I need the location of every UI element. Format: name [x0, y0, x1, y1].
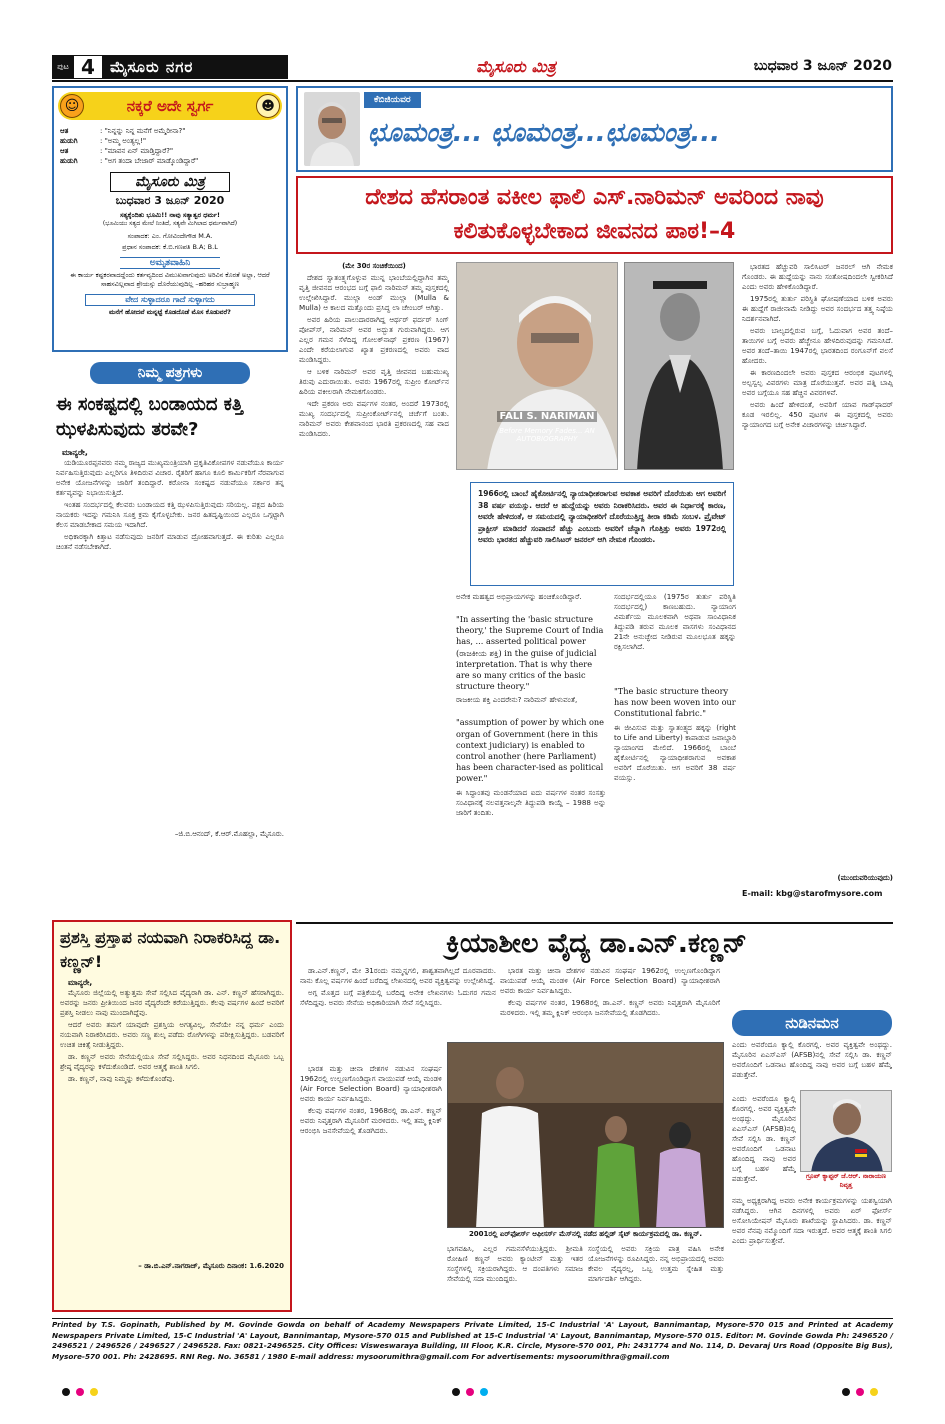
- book-title: FALI S. NARIMAN: [497, 411, 597, 422]
- smiley-icon: ☺: [60, 94, 84, 118]
- column-headline-box: [296, 176, 893, 254]
- footer-rule: [52, 1318, 893, 1319]
- joke-line: ಹುಡುಗಿ : "ಅಗ ತಂದಾ ಬೇಜಾರ್ ಮಾಡ್ಕೊಂಡಿದ್ದಾರೆ": [60, 157, 199, 165]
- registration-dot-icon: [452, 1388, 460, 1396]
- section-divider: [296, 922, 893, 924]
- kannan-photo-caption: 2001ರಲ್ಲಿ ಏರ್‌ಫೋರ್ಸ್ ಆಫೀಸರ್ಸ್ ಮೆಸ್‌ನಲ್ಲಿ ನಡೆದ ಹಲ್ಲಿಡ್ ಸೈಟ್ ಕಾರ್ಯಕ್ರಮದಲ್ಲಿ ಡಾ. ಕಣ್ಣನ್.: [468, 1230, 703, 1238]
- section-header-block: [52, 55, 288, 79]
- registration-dot-icon: [62, 1388, 70, 1396]
- registration-dot-icon: [466, 1388, 474, 1396]
- column-col4-text: ಭಾರತದ ಹೆಚ್ಚುವರಿ ಸಾಲಿಸಿಟರ್ ಜನರಲ್ ಆಗಿ ನೇಮಕ ಗೊಂಡರು. ಈ ಹುದ್ದೆಯನ್ನು ನಾನು ಸಂತೋಷದಿಂದಲೇ ಸ್ವೀಕರಿಸಿದೆ ಎಂದು ಅವರು ಹೇಳಿಕೊಂಡಿದ್ದಾರೆ. 1975ರಲ್ಲಿ ತುರ್ತು ಪರಿಸ್ಥಿತಿ ಘೋಷಣೆಯಾದ ಬಳಿಕ ಅವರು ಈ ಹುದ್ದೆಗೆ ರಾಜೀನಾಮೆ ನೀಡಿದ್ದು ಅವರ ಸಂದರ್ಭದ ತತ್ತ್ವ ನಿಷ್ಠೆಯ ನಿದರ್ಶನವಾಗಿದೆ. ಅವರು ಬಾಲ್ಯದಲ್ಲಿರುವ ಬಗ್ಗೆ, ಓದುವಾಗ ಅವರ ತಂದೆ–ತಾಯಿಗಳ ಬಗ್ಗೆ ಅವರು ಹೆಚ್ಚೇನೂ ಹೇಳದಿರುವುದನ್ನು ಗಮನಿಸಿದೆ. ಅವರ ತಂದೆ–ತಾಯಿ 1947ರಲ್ಲಿ ಭಾರತದಿಂದ ರಂಗೂನ್‌ಗೆ ವಲಸೆ ಹೋದರು. ಈ ಕಾರಣದಿಂದಲೇ ಅವರು ಪುಸ್ತಕದ ಆರಂಭಿಕ ಪುಟಗಳಲ್ಲಿ ಅಲ್ಪಸ್ವಲ್ಪ ವಿವರಗಳು ಮಾತ್ರ ದೊರೆಯುತ್ತವೆ. ಅವರ ಪತ್ನಿ ಬಾಪ್ಸಿ ಅವರ ಬಗ್ಗೆಯೂ ಸಹ ಹೆಚ್ಚಿನ ವಿವರಗಳಿವೆ. ಅವರು ಹಿಂದೆ ಹೇಳಿದಂತೆ, ಅವರಿಗೆ ಯಾವ ಗಾಡ್‌ಫಾದರ್ ಕೂಡ ಇರಲಿಲ್ಲ. 450 ಪುಟಗಳ ಈ ಪುಸ್ತಕದಲ್ಲಿ ಅವರು ನ್ಯಾಯಾಂಗದ ಬಗ್ಗೆ ಅನೇಕ ವಿಚಾರಗಳನ್ನು ಚರ್ಚಿಸಿದ್ದಾರೆ.: [742, 262, 893, 429]
- young-nariman-photo: [624, 262, 734, 470]
- author-photo: [800, 1090, 892, 1172]
- mitra-date: ಬುಧವಾರ 3 ಜೂನ್ 2020: [115, 194, 225, 207]
- event-photo-icon: [448, 1043, 724, 1228]
- letters-banner: [90, 362, 250, 384]
- mitra-assoc-editor: ಪ್ರಧಾನ ಸಂಪಾದಕ: ಕೆ.ಬಿ.ಗಣಪತಿ B.A; B.L: [122, 243, 218, 251]
- registration-dot-icon: [842, 1388, 850, 1396]
- amrutavahini-title: ಅಮೃತವಾಹಿನಿ: [120, 257, 220, 269]
- kannan-below-photo-2: ಸಂಸ್ಥೆಯಲ್ಲಿ ಅವರು ಸಕ್ರಿಯ ಪಾತ್ರ ವಹಿಸಿ ಅನೇಕ ಯೋಜನೆಗಳನ್ನು ರೂಪಿಸಿದ್ದರು. ನನ್ನ ಅಭಿಪ್ರಾಯದಲ್ಲಿ ಅವರು ಕೇವಲ ವೈದ್ಯರಲ್ಲ, ಒಬ್ಬ ಉತ್ತಮ ಸ್ನೇಹಿತ ಮತ್ತು ಮಾರ್ಗದರ್ಶಿ ಆಗಿದ್ದರು.: [588, 1244, 724, 1283]
- kannan-col1b-text: ಭಾರತ ಮತ್ತು ಚೀನಾ ದೇಶಗಳ ನಡುವಿನ ಸಂಘರ್ಷ 1962ರಲ್ಲಿ ಉಲ್ಬಣಗೊಂಡಿದ್ದಾಗ ವಾಯುಪಡೆ ಆಯ್ಕೆ ಮಂಡಳಿ (Air Force Selection Board) ನ್ಯಾಯಾಧೀಶರಾಗಿ ಅವರು ಕಾರ್ಯ ನಿರ್ವಹಿಸಿದ್ದರು. ಕೆಲವು ವರ್ಷಗಳ ನಂತರ, 1968ರಲ್ಲಿ ಡಾ.ಎನ್. ಕಣ್ಣನ್ ಅವರು ನಿವೃತ್ತರಾಗಿ ಮೈಸೂರಿಗೆ ಮರಳಿದರು. ಇಲ್ಲಿ ತಮ್ಮ ಕ್ಲಿನಿಕ್ ಆರಂಭಿಸಿ ಜನಸೇವೆಯಲ್ಲಿ ತೊಡಗಿದರು.: [500, 966, 720, 1017]
- nudinamana-text-2: ನಮ್ಮ ಅಧ್ಯಕ್ಷರಾಗಿದ್ದ ಅವರು ಅನೇಕ ಕಾರ್ಯಕ್ರಮಗಳನ್ನು ಯಶಸ್ವಿಯಾಗಿ ನಡೆಸಿದ್ದರು. ಆಗಿನ ದಿನಗಳಲ್ಲಿ ಅವರು ಏರ್ ಫೋರ್ಸ್ ಅಸೋಸಿಯೇಷನ್ ಮೈಸೂರು ಶಾಖೆಯನ್ನು ಸ್ಥಾಪಿಸಿದರು. ಡಾ. ಕಣ್ಣನ್ ಅವರ ನೆನಪು ನಮ್ಮೊಂದಿಗೆ ಸದಾ ಇರುತ್ತದೆ. ಅವರ ಆತ್ಮಕ್ಕೆ ಶಾಂತಿ ಸಿಗಲಿ ಎಂದು ಪ್ರಾರ್ಥಿಸುತ್ತೇವೆ.: [732, 1196, 892, 1245]
- nudinamana-text-side: ಎಂದು ಅವರೆಂದೂ ಕ್ಯಾಲ್ಲಿ ಕೊರಗಲ್ಲಿ. ಅವರ ವ್ಯಕ್ತಿತ್ವವೇ ಅಂಥದ್ದು. ಮೈಸೂರಿನ ಏಎಸ್‌ಎಸ್ (AFSB)ನಲ್ಲಿ ಸೇವೆ ಸಲ್ಲಿಸಿ ಡಾ. ಕಣ್ಣನ್ ಅವರೊಂದಿಗೆ ಒಡನಾಟ ಹೊಂದಿದ್ದ ನಾವು ಅವರ ಬಗ್ಗೆ ಬಹಳ ಹೆಮ್ಮೆ ಪಡುತ್ತೇವೆ.: [732, 1094, 796, 1183]
- column-col4: [742, 262, 893, 916]
- letters-section: [52, 362, 288, 890]
- kannan-col1-text: ಡಾ.ಎನ್.ಕಣ್ಣನ್, ಮೇ 31ರಂದು ನಮ್ಮನ್ನಗಲಿ, ಶಾಶ್ವತವಾಗಿಲ್ಲದೆ ದೂರವಾದರು. ನಾನು ಕೊಲ್ಲ ವರ್ಷಗಳ ಹಿಂದೆ ಬರೆದಿದ್ದ ಲೇಖನದಲ್ಲಿ ಅವರ ವ್ಯಕ್ತಿತ್ವವನ್ನು ಉಲ್ಲೇಖಿಸಿದ್ದೆ. ಅಗ್ಗ ಮೊತ್ತದ ಬಗ್ಗೆ ಪತ್ರಿಕೆಯಲ್ಲಿ ಬರೆದಿದ್ದ ಅನೇಕ ಲೇಖನಗಳು ಓದುಗರ ಗಮನ ಸೆಳೆದಿದ್ದವು. ಅವರು ಸೇನೆಯ ಅಧಿಕಾರಿಯಾಗಿ ಸೇವೆ ಸಲ್ಲಿಸಿದ್ದರು.: [300, 966, 496, 1007]
- nudinamana-label: ನುಡಿನಮನ: [732, 1010, 892, 1036]
- kannan-headline: ಕ್ರಿಯಾಶೀಲ ವೈದ್ಯ ಡಾ.ಎನ್.ಕಣ್ಣನ್: [446, 928, 747, 959]
- column-title: ಛೂಮಂತ್ರ... ಛೂಮಂತ್ರ...ಛೂಮಂತ್ರ...: [368, 118, 720, 148]
- nariman-book-photo: [456, 262, 618, 470]
- columnist-byline: ಕೆಬಿಜಿಯವರ: [364, 92, 421, 108]
- joke-box: [52, 86, 288, 352]
- masthead-small: ಮೈಸೂರು ಮಿತ್ರ: [476, 57, 556, 76]
- column-col2-intro: ಅನೇಕ ಮಹತ್ವದ ಅಭಿಪ್ರಾಯಗಳನ್ನು ಹಂಚಿಕೊಂಡಿದ್ದಾರೆ.: [456, 592, 582, 601]
- column-col1: [299, 262, 449, 740]
- header-date: ಬುಧವಾರ 3 ಜೂನ್ 2020: [753, 58, 892, 74]
- letters-banner-text: ನಿಮ್ಮ ಪತ್ರಗಳು: [137, 365, 203, 381]
- letters-headline: ಈ ಸಂಕಷ್ಟದಲ್ಲಿ ಬಂಡಾಯದ ಕತ್ತಿ ಝಳಪಿಸುವುದು ತರವೇ?: [56, 394, 243, 440]
- section-name: ಮೈಸೂರು ನಗರ: [110, 58, 194, 76]
- page-number: 4: [74, 56, 102, 78]
- registration-dot-icon: [480, 1388, 488, 1396]
- graduate-photo-icon: [625, 263, 734, 470]
- letters-salutation: ಮಾನ್ಯರೇ,: [62, 448, 88, 457]
- joke-title: ನಕ್ಕರೆ ಅದೇ ಸ್ವರ್ಗ: [126, 97, 214, 115]
- header-rule: [52, 80, 893, 82]
- column-photo-caption: 1966ರಲ್ಲಿ ಬಾಂಬೆ ಹೈಕೋರ್ಟಿನಲ್ಲಿ ನ್ಯಾಯಾಧೀಶರಾಗುವ ಅವಕಾಶ ಅವರಿಗೆ ದೊರೆಯಿತು ಆಗ ಅವರಿಗೆ 38 ವರ್ಷ ವಯಸ್ಸು. ಆದರೆ ಆ ಹುದ್ದೆಯನ್ನು ಅವರು ನಿರಾಕರಿಸಿದರು. ಅವರ ಈ ನಿರ್ಧಾರಕ್ಕೆ ಕಾರಣ, ಅವರೇ ಹೇಳಿದಂತೆ, ಆ ಸಮಯದಲ್ಲಿ ನ್ಯಾಯಾಧೀಶರಿಗೆ ದೊರೆಯುತ್ತಿದ್ದ ತೀರಾ ಕಡಿಮೆ ಸಂಬಳ. ಪ್ರೈವೇಟ್ ಪ್ರಾಕ್ಟೀಸ್ ಮಾಡಿದರೆ ಸಂಪಾದನೆ ಹೆಚ್ಚು ಎಂಬುದು ಅವರಿಗೆ ಚೆನ್ನಾಗಿ ಗೊತ್ತಿತ್ತು ಅವರು 1972ರಲ್ಲಿ ಅವರು ಭಾರತದ ಹೆಚ್ಚುವರಿ ಸಾಲಿಸಿಟರ್ ಜನರಲ್ ಆಗಿ ನೇಮಕ ಗೊಂಡರು.: [470, 482, 734, 586]
- praise-salutation: ಮಾನ್ಯರೇ,: [68, 978, 93, 987]
- nudinamana-text-1: ಎಂದು ಅವರೆಂದೂ ಕ್ಯಾಲ್ಲಿ ಕೊರಗಲ್ಲಿ. ಅವರ ವ್ಯಕ್ತಿತ್ವವೇ ಅಂಥದ್ದು. ಮೈಸೂರಿನ ಏಎಸ್‌ಎಸ್ (AFSB)ನಲ್ಲಿ ಸೇವೆ ಸಲ್ಲಿಸಿ ಡಾ. ಕಣ್ಣನ್ ಅವರೊಂದಿಗೆ ಒಡನಾಟ ಹೊಂದಿದ್ದ ನಾವು ಅವರ ಬಗ್ಗೆ ಬಹಳ ಹೆಮ್ಮೆ ಪಡುತ್ತೇವೆ.: [732, 1040, 892, 1079]
- imprint: Printed by T.S. Gopinath, Published by M. Govinde Gowda on behalf of Academy Newspapers Private Limited, 15-C Industrial 'A' Layout, Bannimantap, Mysore-570 015 and Printed at Academy Newspapers Private Limited, 15-C Industrial 'A' Layout, Bannimantap, Mysore-570 015 and Published at 15-C Industrial 'A' Layout, Bannimantap, Mysore-570 015. Editor: M. Govinde Gowda Ph: 2496520 / 2496521 / 2496526 / 2496527 / 2496528. Fax: 0821-2496525. City Offices: Visweswaraya Building, III Floor, K.R. Circle, Mysore-570 001, Ph: 2431774 and No. 114, D. Devaraj Urs Road (Opposite Big Bus), Mysore-570 001. Ph: 2428695. RNI Reg. No. 36581 / 1980 E-mail address: mysoorumithra@gmail.com For advertisements: mysoorumithra@gmail.com: [52, 1320, 893, 1361]
- praise-signature: – ಡಾ.ಬಿ.ಎನ್.ನಾಗರಾಜ್, ಮೈಸೂರು ದಿನಾಂಕ: 1.6.2020: [138, 1262, 284, 1270]
- column-col2-mid: ರಾಜಕೀಯ ಶಕ್ತಿ ಎಂದರೇನು? ನಾರಿಮನ್ ಹೇಳುವಂತೆ,: [456, 695, 578, 705]
- letters-body: ಯಡಿಯೂರಪ್ಪನವರು ನಮ್ಮ ರಾಜ್ಯದ ಮುಖ್ಯಮಂತ್ರಿಯಾಗಿ ಪ್ರಕೃತಿವಿಕೋಪಗಳ ನಡುವೆಯೂ ಕಾರ್ಯ ನಿರ್ವಹಿಸುತ್ತಿರುವುದು ಎಲ್ಲರಿಗೂ ತಿಳಿದಿರುವ ವಿಚಾರ. ರೈತರಿಗೆ ಹಾಗೂ ಕೂಲಿ ಕಾರ್ಮಿಕರಿಗೆ ನೆರವಾಗುವ ಅನೇಕ ಯೋಜನೆಗಳನ್ನು ಜಾರಿಗೆ ತಂದಿದ್ದಾರೆ. ಕರೋನಾ ಸಂಕಷ್ಟದ ನಡುವೆಯೂ ಸರ್ಕಾರ ತನ್ನ ಕರ್ತವ್ಯವನ್ನು ನಿಭಾಯಿಸುತ್ತಿದೆ. ಇಂತಹ ಸಂದರ್ಭದಲ್ಲಿ ಕೆಲವರು ಬಂಡಾಯದ ಕತ್ತಿ ಝಳಪಿಸುತ್ತಿರುವುದು ಸರಿಯಲ್ಲ. ಪಕ್ಷದ ಹಿರಿಯ ನಾಯಕರು ಇದನ್ನು ಗಮನಿಸಿ ಸೂಕ್ತ ಕ್ರಮ ಕೈಗೊಳ್ಳಬೇಕು. ಜನರ ಹಿತದೃಷ್ಟಿಯಿಂದ ಎಲ್ಲರೂ ಒಗ್ಗಟ್ಟಾಗಿ ಕೆಲಸ ಮಾಡಬೇಕಾದ ಸಮಯ ಇದಾಗಿದೆ. ಅಧಿಕಾರಕ್ಕಾಗಿ ಕಿತ್ತಾಟ ನಡೆಸುವುದು ಜನರಿಗೆ ಮಾಡುವ ದ್ರೋಹವಾಗುತ್ತದೆ. ಈ ಕುರಿತು ಎಲ್ಲರೂ ಚಿಂತನೆ ನಡೆಸಬೇಕಾಗಿದೆ.: [56, 458, 284, 551]
- praise-headline: ಪ್ರಶಸ್ತಿ ಪ್ರಸ್ತಾಪ ನಯವಾಗಿ ನಿರಾಕರಿಸಿದ್ದ ಡಾ. ಕಣ್ಣನ್!: [60, 928, 281, 971]
- column-quote-1: "In asserting the 'basic structure theory,' the Supreme Court of India has, ... asserted political power (ರಾಜಕೀಯ ಶಕ್ತಿ) in the guise of judicial interpretation. That is why there are so many critics of the basic structure theory.": [456, 614, 604, 692]
- column-col3-b: ಈ ಜೀವಿಸುವ ಮತ್ತು ಸ್ವಾತಂತ್ರ್ಯದ ಹಕ್ಕನ್ನು (right to Life and Liberty) ಕಾಪಾಡುವ ಜವಾಬ್ದಾರಿ ನ್ಯಾಯಾಂಗದ ಮೇಲಿದೆ. 1966ರಲ್ಲಿ ಬಾಂಬೆ ಹೈಕೋರ್ಟಿನಲ್ಲಿ ನ್ಯಾಯಾಧೀಶರಾಗುವ ಅವಕಾಶ ಅವರಿಗೆ ದೊರೆಯಿತು. ಆಗ ಅವರಿಗೆ 38 ವರ್ಷ ವಯಸ್ಸು.: [614, 722, 736, 782]
- joke-lines: [54, 124, 286, 168]
- column-quote-3: "The basic structure theory has now been woven into our Constitutional fabric.": [614, 686, 736, 719]
- column-continued: (ಮೇ 30ರ ಸಂಚಿಕೆಯಿಂದ): [342, 262, 406, 270]
- column-banner: [296, 86, 893, 172]
- joke-line: ಹುಡುಗಿ : "ಅಮ್ಮ ಅಂತ್ಯಲ್ಲ!": [60, 137, 147, 145]
- kannan-below-photo-1: ಭಾಗವಹಿಸಿ, ಎಲ್ಲರ ಗಮನಸೆಳೆಯುತ್ತಿದ್ದರು. ಶ್ರೀಮತಿ ರೋಹಿಣಿ ಕಣ್ಣನ್ ಅವರು ಕ್ಯಾಂಟೀನ್ ಮತ್ತು ಇತರ ಸಂಸ್ಥೆಗಳಲ್ಲಿ ಸಕ್ರಿಯರಾಗಿದ್ದರು. ಆ ದಂಪತಿಗಳು ಸಮಾಜ ಸೇವೆಯಲ್ಲಿ ಸದಾ ಮುಂದಿದ್ದರು.: [447, 1244, 583, 1283]
- author-caption: ಗ್ರೂಪ್ ಕ್ಯಾಪ್ಟನ್ ಜೆ.ಆರ್. ನಾರಾಯಣ ನಿವೃತ್ತ: [805, 1172, 887, 1189]
- registration-dot-icon: [76, 1388, 84, 1396]
- praise-letter: [52, 920, 292, 1312]
- joke-title-bar: [58, 92, 282, 120]
- column-col2-end: ಈ ಸಿದ್ಧಾಂತವು ಮಂಡನೆಯಾದ ಐದು ವರ್ಷಗಳ ನಂತರ ಸಂಸತ್ತು ಸಂವಿಧಾನಕ್ಕೆ ನಲವತ್ತನಾಲ್ಕನೇ ತಿದ್ದುಪಡಿ ಕಾಯ್ದೆ – 1988 ಅನ್ನು ಜಾರಿಗೆ ತಂದಿತು.: [456, 787, 606, 817]
- column-to-be-continued: (ಮುಂದುವರಿಯುವುದು): [837, 874, 893, 882]
- column-email: E-mail: kbg@starofmysore.com: [742, 889, 883, 898]
- vedhasulla-text: ಮನೆಗೆ ಹೋದವೆ ಮನ್ನಟ್ಟೆ ಕೊಡದೊಡೆ ಮೊಸ ಕೊಡುವರೆ?: [109, 308, 231, 316]
- registration-dot-icon: [90, 1388, 98, 1396]
- amrutavahini-text: ಈ ಕಾರ್ಯ ಕಷ್ಟಕರವಾದದ್ದೆಂದು ಕರ್ತವ್ಯದಿಂದ ವಿಮುಖವಾಗುವುದು ಅರಿವಿನ ಕೊರತೆ ಅಲ್ಲಾ, ಆದರೆ ಸಾಹಸವಿಲ್ಲವಾದ ಶ್ರೇಯಸ್ಸು ದೊರೆಯುವುದಿಲ್ಲ –ಹರಿಹರ ಸುಬ್ರಾಹ್ಮಣ: [70, 271, 270, 288]
- kannan-event-photo: [447, 1042, 724, 1228]
- book-subtitle: Before Memory Fades... AN AUTOBIOGRAPHY: [499, 427, 595, 443]
- registration-dot-icon: [870, 1388, 878, 1396]
- columnist-photo: [304, 92, 360, 166]
- person-portrait-icon: [304, 92, 360, 166]
- column-col2: [456, 592, 606, 916]
- registration-dot-icon: [856, 1388, 864, 1396]
- column-col1-text: ದೇಶದ ಸ್ವಾತಂತ್ರ್ಯಗೊಳ್ಳುವ ಮುನ್ನ ಭಾಂಬೆಯಲ್ಲಿದ್ದಾಗಿನ ತಮ್ಮ ವೃತ್ತಿ ಜೀವನದ ಆರಂಭದ ಬಗ್ಗೆ ಫಾಲಿ ನಾರಿಮನ್ ತಮ್ಮ ಪುಸ್ತಕದಲ್ಲಿ ಉಲ್ಲೇಖಿಸಿದ್ದಾರೆ. ಮುಲ್ಲಾ ಅಂಡ್ ಮುಲ್ಲಾ (Mulla & Mulla) ಆ ಕಾಲದ ಮತ್ತೊಂದು ಪ್ರಸಿದ್ಧ ಲಾ ಚೇಂಬರ್ ಆಗಿತ್ತು. ಅವರ ಹಿರಿಯ ಪಾಲುದಾರರಾಗಿದ್ದ ಆರ್ಥರ್ ಫರ್ದರ್ ಸಿಂಗ್ ಪೋಪ್‌ಸ್, ನಾರಿಮನ್ ಅವರ ಅದ್ಭುತ ಗುರುವಾಗಿದ್ದರು. ಆಗ ಎಲ್ಲರ ಗಮನ ಸೆಳೆದಿದ್ದ ಗೋಲಕ್‌ನಾಥ್ ಪ್ರಕರಣ (1967) ಎಂದೇ ಕರೆಯಲಾಗುವ ಖ್ಯಾತ ಪ್ರಕರಣದಲ್ಲಿ ಅವರು ವಾದ ಮಂಡಿಸಿದ್ದರು. ಆ ಬಳಿಕ ನಾರಿಮನ್ ಅವರ ವೃತ್ತಿ ಜೀವನದ ಬಹುಮುಖ್ಯ ತಿರುವು ಎದುರಾಯಿತು. ಅವರು 1967ರಲ್ಲಿ ಸುಪ್ರೀಂ ಕೋರ್ಟ್‌ನ ಹಿರಿಯ ವಕೀಲರಾಗಿ ನೇಮಕಗೊಂಡರು. ಇದೇ ಪ್ರಕರಣ ಅರು ವರ್ಷಗಳ ನಂತರ, ಅಂದರೆ 1973ರಲ್ಲಿ ಮುಖ್ಯ ಸಂದರ್ಭದಲ್ಲಿ ಸುಪ್ರೀಂಕೋರ್ಟ್‌ನಲ್ಲಿ ಚರ್ಚೆಗೆ ಬಂತು. ನಾರಿಮನ್ ಅವರು ಕೇಶವಾನಂದ ಭಾರತಿ ಪ್ರಕರಣದಲ್ಲಿ ಸಹ ವಾದ ಮಂಡಿಸಿದರು.: [299, 273, 449, 438]
- column-col3-a: ಸಂದರ್ಭದಲ್ಲಿಯೂ (1975ರ ತುರ್ತು ಪರಿಸ್ಥಿತಿ ಸಂದರ್ಭದಲ್ಲಿ) ಕಾಣಬಹುದು. ನ್ಯಾಯಾಂಗ ವಿಮರ್ಶೆಯ ಮೂಲಕವಾಗಿ ಅಥವಾ ಸಾಂವಿಧಾನಿಕ ತಿದ್ದುಪಡಿ ತರುವ ಮೂಲಕ ವಾಸಗಳು ಸಂವಿಧಾನದ 21ನೇ ಅನುಚ್ಛೇದ ನೀಡಿರುವ ಮೂಲಭೂತ ಹಕ್ಕನ್ನು ರಕ್ಷಿಸಲಾಗಿದೆ.: [614, 592, 736, 651]
- vedhasulla-title: ವೇದ ಸುಳ್ಳಾದರೂ ಗಾದೆ ಸುಳ್ಳಾಗದು: [85, 294, 255, 306]
- letters-signature: –ಜಿ.ಬಿ.ಆನಂದ್, ಕೆ.ಆರ್.ಮೊಹಲ್ಲಾ, ಮೈಸೂರು.: [174, 830, 284, 838]
- laughing-icon: ☻: [256, 94, 280, 118]
- mitra-logo: ಮೈಸೂರು ಮಿತ್ರ: [110, 172, 230, 192]
- joke-line: ಆತ : "ನಿನ್ನನ್ನು ನಿನ್ನ ಮನೆಗೆ ಅಮ್ಮೆರೀನಾ?": [60, 127, 186, 135]
- praise-body: ಮೈಸೂರು ಜಿಲ್ಲೆಯಲ್ಲಿ ಅತ್ಯುತ್ತಮ ಸೇವೆ ಸಲ್ಲಿಸಿದ ವೈದ್ಯರಾಗಿ ಡಾ. ಎನ್. ಕಣ್ಣನ್ ಹೆಸರಾಗಿದ್ದರು. ಅವರನ್ನು ಜನರು ಪ್ರೀತಿಯಿಂದ ಜನರ ವೈದ್ಯರೆಂದೇ ಕರೆಯುತ್ತಿದ್ದರು. ಕೆಲವು ವರ್ಷಗಳ ಹಿಂದೆ ಅವರಿಗೆ ಪ್ರಶಸ್ತಿ ನೀಡಲು ನಾವು ಮುಂದಾಗಿದ್ದೆವು. ಆದರೆ ಅವರು ತಮಗೆ ಯಾವುದೇ ಪ್ರಶಸ್ತಿಯ ಅಗತ್ಯವಿಲ್ಲ, ಸೇವೆಯೇ ನನ್ನ ಧರ್ಮ ಎಂದು ನಯವಾಗಿ ನಿರಾಕರಿಸಿದರು. ಅವರು ಸಣ್ಣ ಶುಲ್ಕ ಪಡೆದು ರೋಗಿಗಳನ್ನು ಪರೀಕ್ಷಿಸುತ್ತಿದ್ದರು. ಬಡವರಿಗೆ ಉಚಿತ ಚಿಕಿತ್ಸೆ ನೀಡುತ್ತಿದ್ದರು. ಡಾ. ಕಣ್ಣನ್ ಅವರು ಸೇನೆಯಲ್ಲಿಯೂ ಸೇವೆ ಸಲ್ಲಿಸಿದ್ದರು. ಅವರ ನಿಧನದಿಂದ ಮೈಸೂರು ಒಬ್ಬ ಶ್ರೇಷ್ಠ ವೈದ್ಯರನ್ನು ಕಳೆದುಕೊಂಡಿದೆ. ಅವರ ಆತ್ಮಕ್ಕೆ ಶಾಂತಿ ಸಿಗಲಿ. ಡಾ. ಕಣ್ಣನ್, ನಾವು ನಿಮ್ಮನ್ನು ಕಳೆದುಕೊಂಡೆವು.: [60, 988, 284, 1083]
- mitra-tagline-1: ಸತ್ಯಕ್ಕೆಂದಿತು ಭೂಮಿ!! ನಾವು ಸತ್ಯಾತ್ವರ ಧರ್ಮ!: [119, 211, 221, 219]
- column-quote-2: "assumption of power by which one organ of Government (here in this context judiciary) is enabled to control another (here Parliament) has been character-ised as political power.": [456, 717, 605, 784]
- mitra-tagline-2: (ಭೂಮಿಯು ಸತ್ಯದ ಮೇಲೆ ನಿಂತಿದೆ, ಸತ್ಯವೇ ಮಿಗಿಲಾದ ಧರ್ಮವಾಗಿದೆ): [102, 220, 238, 227]
- officer-portrait-icon: [801, 1091, 892, 1172]
- kannan-left-text: ಭಾರತ ಮತ್ತು ಚೀನಾ ದೇಶಗಳ ನಡುವಿನ ಸಂಘರ್ಷ 1962ರಲ್ಲಿ ಉಲ್ಬಣಗೊಂಡಿದ್ದಾಗ ವಾಯುಪಡೆ ಆಯ್ಕೆ ಮಂಡಳಿ (Air Force Selection Board) ನ್ಯಾಯಾಧೀಶರಾಗಿ ಅವರು ಕಾರ್ಯ ನಿರ್ವಹಿಸಿದ್ದರು. ಕೆಲವು ವರ್ಷಗಳ ನಂತರ, 1968ರಲ್ಲಿ ಡಾ.ಎನ್. ಕಣ್ಣನ್ ಅವರು ನಿವೃತ್ತರಾಗಿ ಮೈಸೂರಿಗೆ ಮರಳಿದರು. ಇಲ್ಲಿ ತಮ್ಮ ಕ್ಲಿನಿಕ್ ಆರಂಭಿಸಿ ಜನಸೇವೆಯಲ್ಲಿ ತೊಡಗಿದರು.: [300, 1064, 442, 1135]
- page-label: ಪುಟ: [57, 62, 69, 71]
- column-headline: ದೇಶದ ಹೆಸರಾಂತ ವಕೀಲ ಫಾಲಿ ಎಸ್.ನಾರಿಮನ್ ಅವರಿಂದ ನಾವು ಕಲಿತುಕೊಳ್ಳಬೇಕಾದ ಜೀವನದ ಪಾಠ!–4: [365, 185, 824, 244]
- joke-line: ಆತ : "ಮಾವನ ಏನ್ ಮಾಡ್ತಿದ್ದಾರೆ?": [60, 147, 174, 155]
- column-col3: [614, 592, 736, 916]
- mitra-editor: ಸಂಪಾದಕ: ಎಂ. ಗೋವಿಂದೇಗೌಡ M.A.: [127, 232, 213, 240]
- registration-marks-bottom: [52, 1388, 893, 1398]
